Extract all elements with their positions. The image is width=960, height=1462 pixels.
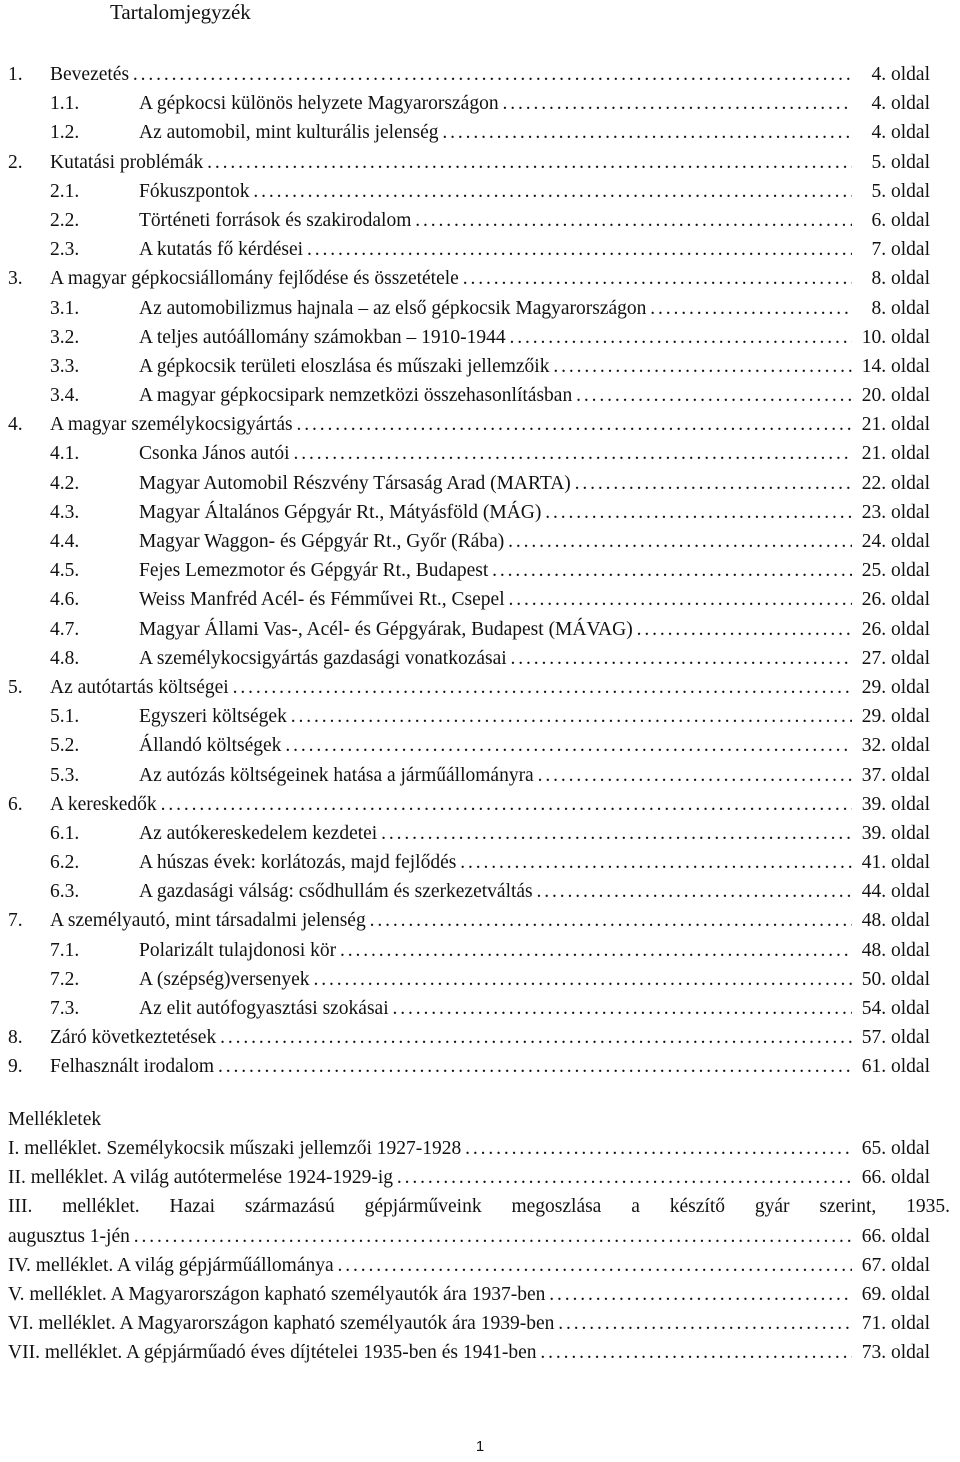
appendix-entry-title: III. melléklet. Hazai származású gépjárműveink megoszlása a készítő gyár szerint, 1935. — [8, 1196, 950, 1218]
appendix-entry-title: VII. melléklet. A gépjárműadó éves díjtételei 1935-ben és 1941-ben . . . — [8, 1338, 856, 1367]
toc-entry[interactable] — [0, 761, 960, 790]
toc-entry-number: 3.3. — [50, 355, 80, 377]
toc-entry-title: Záró következtetések . . . — [50, 1023, 856, 1052]
appendix-heading: Mellékletek — [8, 1109, 102, 1130]
toc-entry[interactable] — [0, 498, 960, 527]
toc-entry[interactable] — [0, 585, 960, 614]
toc-entry[interactable] — [0, 615, 960, 644]
appendix-entry-title-continued: augusztus 1-jén . . . — [8, 1222, 856, 1251]
toc-entry-number: 4.6. — [50, 589, 80, 611]
toc-entry-title: A személyautó, mint társadalmi jelenség . . . — [50, 906, 856, 935]
toc-entry-page: 50. oldal — [852, 965, 930, 994]
toc-entry-number: 4.4. — [50, 531, 80, 552]
toc-entry-page: 21. oldal — [852, 410, 930, 439]
toc-entry-title: Magyar Waggon- és Gépgyár Rt., Győr (Rába) . . . — [139, 527, 856, 556]
toc-entry-title: Magyar Automobil Részvény Társaság Arad (MARTA) . . . — [139, 469, 856, 498]
toc-entry-number: 3. — [8, 268, 23, 290]
toc-entry[interactable] — [0, 527, 960, 556]
toc-entry-page: 27. oldal — [852, 644, 930, 673]
toc-entry-number: 7. — [8, 910, 23, 932]
toc-entry[interactable] — [0, 89, 960, 118]
toc-entry-number: 3.1. — [50, 297, 80, 319]
toc-entry-number: 1.2. — [50, 122, 80, 144]
appendix-list — [0, 1134, 960, 1368]
appendix-entry-page: 66. oldal — [852, 1163, 930, 1192]
appendix-entry[interactable] — [0, 1338, 960, 1367]
toc-entry-title: A gépkocsik területi eloszlása és műszaki jellemzőik . . . — [139, 352, 856, 381]
toc-entry-page: 26. oldal — [852, 615, 930, 644]
toc-entry-number: 4.2. — [50, 472, 80, 494]
toc-entry-title: Az elit autófogyasztási szokásai . . . — [139, 994, 856, 1023]
toc-entry-title: Az autótartás költségei . . . — [50, 673, 856, 702]
toc-entry-number: 9. — [8, 1056, 23, 1078]
toc-entry-title: Polarizált tulajdonosi kör . . . — [139, 936, 856, 965]
toc-entry-title: Fókuszpontok . . . — [139, 177, 856, 206]
toc-entry-number: 5. — [8, 676, 23, 698]
appendix-entry-page: 65. oldal — [852, 1134, 930, 1163]
toc-entry-title: Fejes Lemezmotor és Gépgyár Rt., Budapest . . . — [139, 556, 856, 585]
toc-entry-page: 10. oldal — [852, 323, 930, 352]
toc-entry-title: A (szépség)versenyek . . . — [139, 965, 856, 994]
toc-entry-number: 4.1. — [50, 443, 80, 465]
toc-entry-page: 4. oldal — [852, 60, 930, 89]
toc-entry-number: 4.3. — [50, 501, 80, 523]
toc-entry[interactable] — [0, 410, 960, 439]
toc-entry[interactable] — [0, 994, 960, 1023]
toc-entry-title: A kutatás fő kérdései . . . — [139, 235, 856, 264]
toc-entry[interactable] — [0, 294, 960, 323]
toc-entry-number: 6. — [8, 793, 23, 815]
toc-entry[interactable] — [0, 1052, 960, 1081]
page-title: Tartalomjegyzék — [110, 0, 251, 24]
toc-entry-title: Az automobilizmus hajnala – az első gépkocsik Magyarországon . . . — [139, 294, 856, 323]
appendix-entry[interactable] — [0, 1163, 960, 1192]
toc-entry-page: 32. oldal — [852, 731, 930, 760]
toc-entry-title: A teljes autóállomány számokban – 1910-1944 . . . — [139, 323, 856, 352]
toc-entry-page: 44. oldal — [852, 877, 930, 906]
toc-entry-page: 21. oldal — [852, 439, 930, 468]
appendix-entry[interactable] — [0, 1280, 960, 1309]
appendix-entry[interactable] — [0, 1192, 960, 1250]
toc-entry-page: 5. oldal — [852, 177, 930, 206]
toc-entry-number: 6.3. — [50, 881, 80, 903]
toc-entry-number: 5.1. — [50, 706, 80, 728]
appendix-entry-title: I. melléklet. Személykocsik műszaki jellemzői 1927-1928 . . . — [8, 1134, 856, 1163]
toc-entry[interactable] — [0, 965, 960, 994]
toc-entry-page: 29. oldal — [852, 673, 930, 702]
toc-entry[interactable] — [0, 469, 960, 498]
toc-entry-page: 29. oldal — [852, 702, 930, 731]
toc-entry-title: Az autózás költségeinek hatása a járműállományra . . . — [139, 761, 856, 790]
toc-entry-page: 25. oldal — [852, 556, 930, 585]
toc-entry-page: 4. oldal — [852, 89, 930, 118]
toc-entry-number: 7.3. — [50, 998, 80, 1019]
toc-entry-number: 3.4. — [50, 385, 80, 407]
toc-entry-page: 39. oldal — [852, 819, 930, 848]
toc-entry-title: A személykocsigyártás gazdasági vonatkozásai . . . — [139, 644, 856, 673]
toc-entry-page: 6. oldal — [852, 206, 930, 235]
toc-entry-number: 2.2. — [50, 209, 80, 231]
toc-entry-page: 54. oldal — [852, 994, 930, 1023]
toc-entry[interactable] — [0, 439, 960, 468]
toc-entry-number: 3.2. — [50, 326, 80, 348]
toc-entry-number: 1.1. — [50, 93, 80, 115]
toc-entry-title: Állandó költségek . . . — [139, 731, 856, 760]
toc-entry-number: 2. — [8, 151, 23, 173]
toc-entry-number: 2.1. — [50, 180, 80, 202]
toc-entry-page: 22. oldal — [852, 469, 930, 498]
toc-entry-page: 26. oldal — [852, 585, 930, 614]
appendix-entry-page: 67. oldal — [852, 1251, 930, 1280]
toc-entry[interactable] — [0, 352, 960, 381]
toc-entry-page: 20. oldal — [852, 381, 930, 410]
toc-entry-page: 37. oldal — [852, 761, 930, 790]
toc-entry-title: Magyar Állami Vas-, Acél- és Gépgyárak, Budapest (MÁVAG) . . . — [139, 615, 856, 644]
appendix-entry-title: V. melléklet. A Magyarországon kapható személyautók ára 1937-ben . . . — [8, 1280, 856, 1309]
toc-entry-number: 6.2. — [50, 852, 80, 874]
toc-entry-page: 23. oldal — [852, 498, 930, 527]
appendix-entry[interactable] — [0, 1134, 960, 1163]
toc-entry-title: A magyar gépkocsipark nemzetközi összehasonlításban . . . — [139, 381, 856, 410]
toc-entry-number: 5.3. — [50, 764, 80, 786]
appendix-entry-title: VI. melléklet. A Magyarországon kapható személyautók ára 1939-ben . . . — [8, 1309, 856, 1338]
toc-entry-number: 4.8. — [50, 647, 80, 669]
toc-entry[interactable] — [0, 936, 960, 965]
toc-entry[interactable] — [0, 177, 960, 206]
toc-entry-number: 6.1. — [50, 822, 80, 844]
appendix-entry-page: 73. oldal — [852, 1338, 930, 1367]
toc-entry-page: 14. oldal — [852, 352, 930, 381]
toc-entry[interactable] — [0, 731, 960, 760]
toc-entry[interactable] — [0, 702, 960, 731]
toc-entry-page: 5. oldal — [852, 148, 930, 177]
table-of-contents — [0, 60, 960, 1082]
toc-entry[interactable] — [0, 323, 960, 352]
toc-entry-title: Weiss Manfréd Acél- és Fémművei Rt., Csepel . . . — [139, 585, 856, 614]
appendix-entry-page: 71. oldal — [852, 1309, 930, 1338]
page-number: 1 — [475, 1438, 485, 1455]
toc-entry-page: 57. oldal — [852, 1023, 930, 1052]
toc-entry-page: 39. oldal — [852, 790, 930, 819]
toc-entry-page: 61. oldal — [852, 1052, 930, 1081]
appendix-entry-title: II. melléklet. A világ autótermelése 1924-1929-ig . . . — [8, 1163, 856, 1192]
toc-entry-title: A magyar gépkocsiállomány fejlődése és összetétele . . . — [50, 264, 856, 293]
toc-entry[interactable] — [0, 906, 960, 935]
toc-entry-page: 48. oldal — [852, 906, 930, 935]
toc-entry-page: 4. oldal — [852, 118, 930, 147]
toc-entry[interactable] — [0, 118, 960, 147]
toc-entry-number: 4.7. — [50, 618, 80, 640]
toc-entry[interactable] — [0, 673, 960, 702]
toc-entry-title: Bevezetés . . . — [50, 60, 856, 89]
toc-entry-page: 24. oldal — [852, 527, 930, 556]
toc-entry[interactable] — [0, 644, 960, 673]
toc-entry-title: Egyszeri költségek . . . — [139, 702, 856, 731]
toc-entry-number: 5.2. — [50, 735, 80, 757]
toc-entry-number: 2.3. — [50, 239, 80, 261]
appendix-entry-page: 66. oldal — [852, 1222, 930, 1251]
toc-entry-title: Az autókereskedelem kezdetei . . . — [139, 819, 856, 848]
toc-entry[interactable] — [0, 848, 960, 877]
appendix-entry-page: 69. oldal — [852, 1280, 930, 1309]
toc-entry-page: 7. oldal — [852, 235, 930, 264]
toc-entry-number: 7.1. — [50, 939, 80, 961]
toc-entry[interactable] — [0, 264, 960, 293]
toc-entry[interactable] — [0, 556, 960, 585]
toc-entry-page: 41. oldal — [852, 848, 930, 877]
toc-entry-page: 8. oldal — [852, 264, 930, 293]
toc-entry-title: A gépkocsi különös helyzete Magyarországon . . . — [139, 89, 856, 118]
toc-entry-number: 1. — [8, 64, 23, 85]
toc-entry-title: A húszas évek: korlátozás, majd fejlődés . . . — [139, 848, 856, 877]
toc-entry-title: Történeti források és szakirodalom . . . — [139, 206, 856, 235]
toc-entry-title: A kereskedők . . . — [50, 790, 856, 819]
toc-entry[interactable] — [0, 381, 960, 410]
toc-entry[interactable] — [0, 877, 960, 906]
toc-entry[interactable] — [0, 60, 960, 89]
toc-entry-title: Kutatási problémák . . . — [50, 148, 856, 177]
toc-entry[interactable] — [0, 790, 960, 819]
appendix-entry[interactable] — [0, 1251, 960, 1280]
toc-entry[interactable] — [0, 148, 960, 177]
toc-entry-title: A gazdasági válság: csődhullám és szerkezetváltás . . . — [139, 877, 856, 906]
toc-entry-title: Az automobil, mint kulturális jelenség . . . — [139, 118, 856, 147]
toc-entry-number: 7.2. — [50, 968, 80, 990]
toc-entry-page: 8. oldal — [852, 294, 930, 323]
toc-entry-page: 48. oldal — [852, 936, 930, 965]
toc-entry-number: 8. — [8, 1027, 23, 1049]
toc-entry[interactable] — [0, 235, 960, 264]
toc-entry[interactable] — [0, 1023, 960, 1052]
toc-entry-title: A magyar személykocsigyártás . . . — [50, 410, 856, 439]
toc-entry-number: 4. — [8, 414, 23, 436]
toc-entry[interactable] — [0, 819, 960, 848]
toc-entry-title: Felhasznált irodalom . . . — [50, 1052, 856, 1081]
toc-entry-number: 4.5. — [50, 560, 80, 582]
toc-entry-title: Csonka János autói . . . — [139, 439, 856, 468]
appendix-entry-title: IV. melléklet. A világ gépjárműállománya . . . — [8, 1251, 856, 1280]
toc-entry-title: Magyar Általános Gépgyár Rt., Mátyásföld (MÁG) . . . — [139, 498, 856, 527]
toc-entry[interactable] — [0, 206, 960, 235]
appendix-entry[interactable] — [0, 1309, 960, 1338]
